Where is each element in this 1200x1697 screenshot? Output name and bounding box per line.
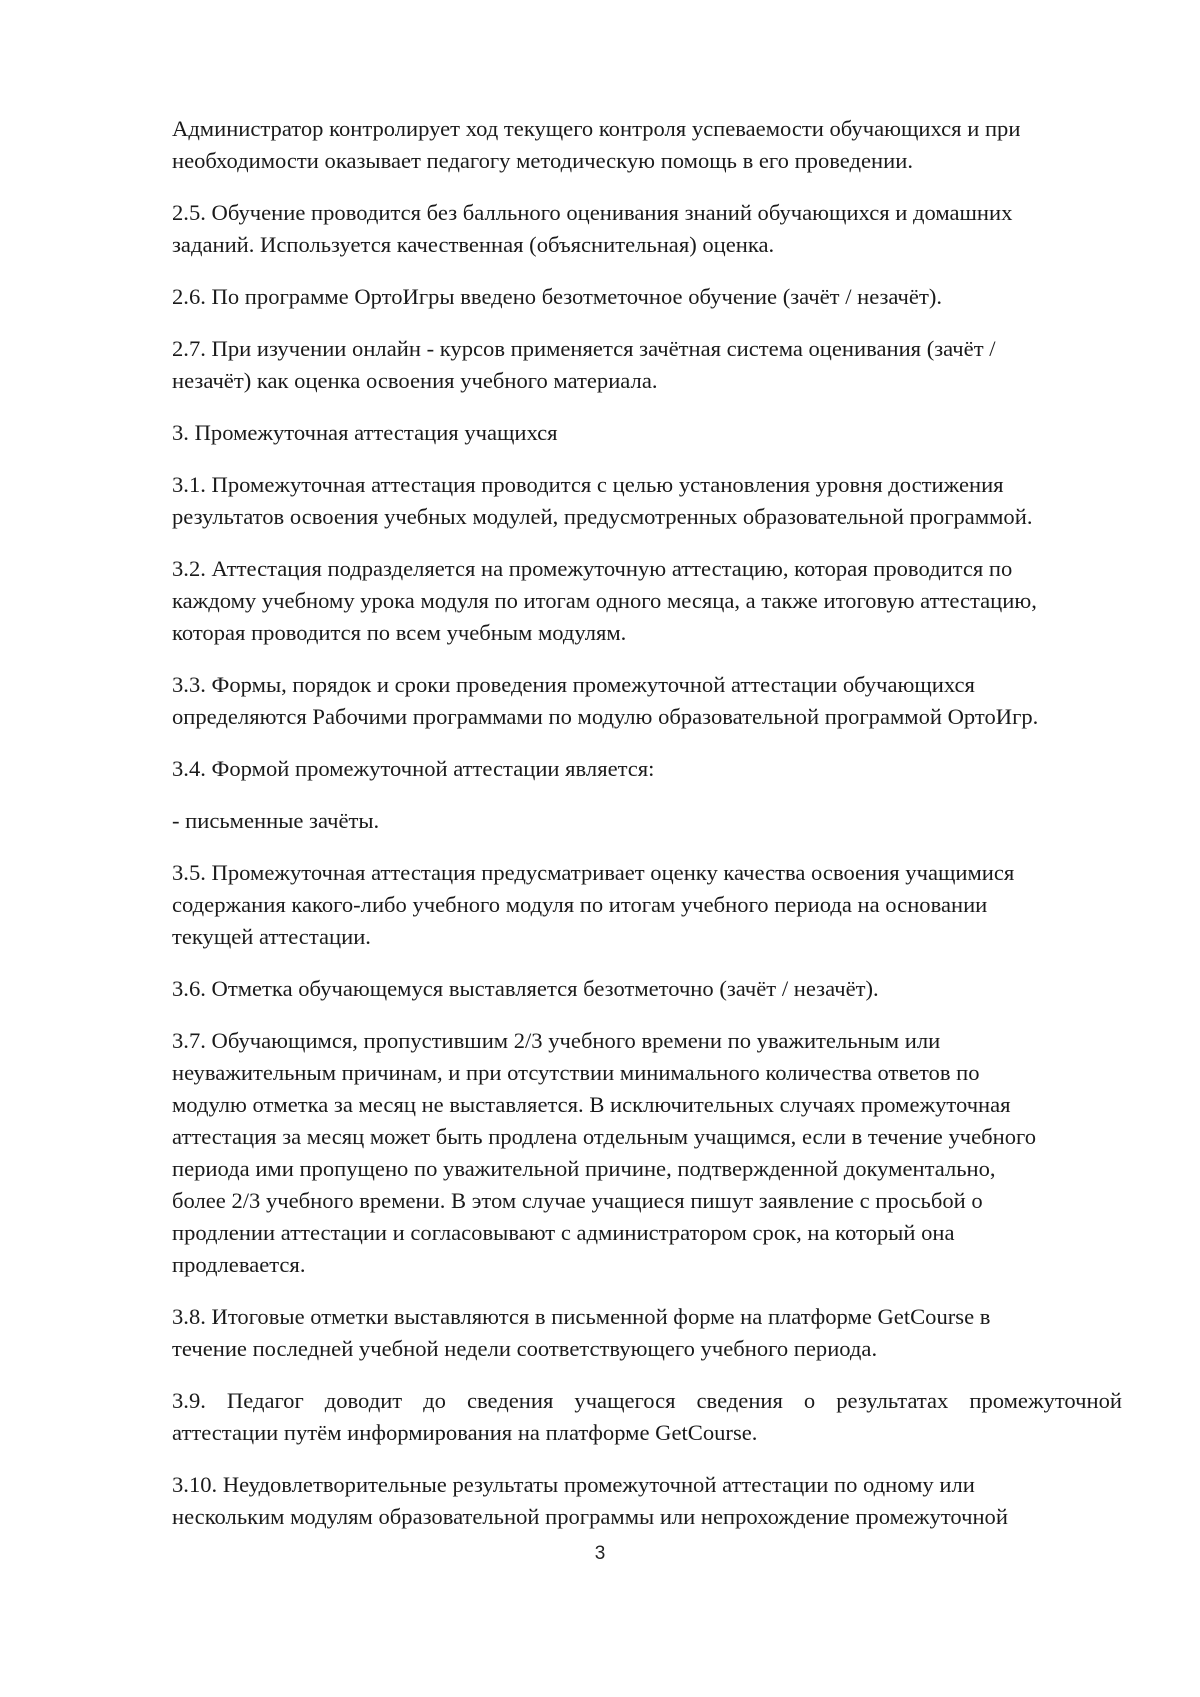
text-line: 3.7. Обучающимся, пропустившим 2/3 учебного времени по уважительным или	[172, 1028, 941, 1053]
text-line: модулю отметка за месяц не выставляется. В исключительных случаях промежуточная	[172, 1092, 1011, 1117]
text-line: 3.6. Отметка обучающемуся выставляется безотметочно (зачёт / незачёт).	[172, 976, 879, 1001]
paragraph	[172, 469, 1122, 533]
paragraph	[172, 553, 1122, 649]
text-line: более 2/3 учебного времени. В этом случае учащиеся пишут заявление с просьбой о	[172, 1188, 983, 1213]
paragraph	[172, 417, 1122, 449]
paragraph	[172, 1301, 1122, 1365]
text-line: аттестация за месяц может быть продлена отдельным учащимся, если в течение учебного	[172, 1124, 1037, 1149]
text-line: нескольким модулям образовательной программы или непрохождение промежуточной	[172, 1504, 1008, 1529]
text-line: 3.8. Итоговые отметки выставляются в письменной форме на платформе GetCourse в	[172, 1304, 991, 1329]
text-line: незачёт) как оценка освоения учебного материала.	[172, 368, 658, 393]
paragraph	[172, 281, 1122, 313]
text-line: текущей аттестации.	[172, 924, 371, 949]
text-line: необходимости оказывает педагогу методическую помощь в его проведении.	[172, 148, 913, 173]
paragraph	[172, 753, 1122, 785]
text-line: неуважительным причинам, и при отсутствии минимального количества ответов по	[172, 1060, 980, 1085]
paragraph	[172, 197, 1122, 261]
paragraph	[172, 669, 1122, 733]
text-line: 3.1. Промежуточная аттестация проводится с целью установления уровня достижения	[172, 472, 1004, 497]
text-line: которая проводится по всем учебным модулям.	[172, 620, 627, 645]
text-line: определяются Рабочими программами по модулю образовательной программой ОртоИгр.	[172, 704, 1039, 729]
text-line: 3.3. Формы, порядок и сроки проведения промежуточной аттестации обучающихся	[172, 672, 975, 697]
paragraph	[172, 333, 1122, 397]
text-line: 3.9. Педагог доводит до сведения учащегося сведения о результатах промежуточной	[172, 1388, 1122, 1413]
text-line: результатов освоения учебных модулей, предусмотренных образовательной программой.	[172, 504, 1033, 529]
text-line: 3.5. Промежуточная аттестация предусматривает оценку качества освоения учащимися	[172, 860, 1015, 885]
paragraph	[172, 113, 1122, 177]
text-line: периода ими пропущено по уважительной причине, подтвержденной документально,	[172, 1156, 996, 1181]
text-line: течение последней учебной недели соответствующего учебного периода.	[172, 1336, 878, 1361]
text-line: Администратор контролирует ход текущего контроля успеваемости обучающихся и при	[172, 116, 1021, 141]
text-line: 3.2. Аттестация подразделяется на промежуточную аттестацию, которая проводится по	[172, 556, 1013, 581]
text-line: содержания какого-либо учебного модуля по итогам учебного периода на основании	[172, 892, 988, 917]
paragraph	[172, 1469, 1122, 1533]
text-line: аттестации путём информирования на платформе GetCourse.	[172, 1420, 758, 1445]
text-line: 2.5. Обучение проводится без балльного оценивания знаний обучающихся и домашних	[172, 200, 1013, 225]
paragraph	[172, 1025, 1122, 1281]
text-line: - письменные зачёты.	[172, 808, 380, 833]
text-line: продлевается.	[172, 1252, 306, 1277]
text-line: 2.6. По программе ОртоИгры введено безотметочное обучение (зачёт / незачёт).	[172, 284, 942, 309]
paragraph	[172, 857, 1122, 953]
paragraph	[172, 973, 1122, 1005]
paragraph	[172, 805, 1122, 837]
text-line: 3.4. Формой промежуточной аттестации является:	[172, 756, 655, 781]
text-line: заданий. Используется качественная (объяснительная) оценка.	[172, 232, 775, 257]
text-line: 3.10. Неудовлетворительные результаты промежуточной аттестации по одному или	[172, 1472, 975, 1497]
text-line: 3. Промежуточная аттестация учащихся	[172, 420, 558, 445]
text-line: продлении аттестации и согласовывают с администратором срок, на который она	[172, 1220, 955, 1245]
paragraph	[172, 1385, 1122, 1449]
text-line: каждому учебному урока модуля по итогам одного месяца, а также итоговую аттестацию,	[172, 588, 1037, 613]
page-number: 3	[594, 1543, 606, 1564]
document-page	[172, 113, 1122, 1533]
text-line: 2.7. При изучении онлайн - курсов применяется зачётная система оценивания (зачёт /	[172, 336, 996, 361]
